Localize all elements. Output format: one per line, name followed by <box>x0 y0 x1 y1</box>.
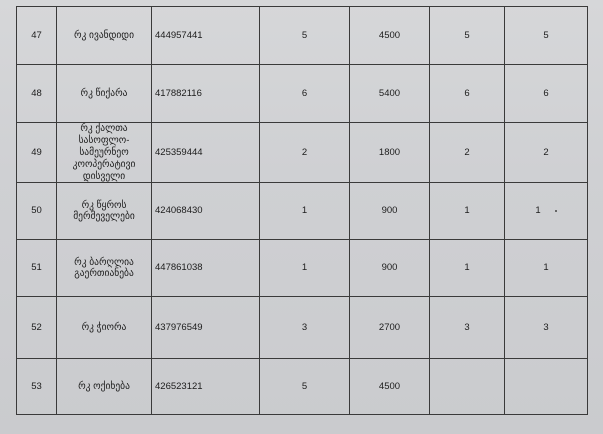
quantity-cell: 1 <box>260 240 350 297</box>
cooperative-name: რკ ივანდიდი <box>57 7 152 65</box>
amount-cell: 900 <box>350 183 430 240</box>
cooperative-name: რკ ქალთა სასოფლო-სამეურნეო კოოპერატივი დისველი <box>57 123 152 183</box>
amount-cell: 4500 <box>350 7 430 65</box>
identification-code: 437976549 <box>152 297 260 359</box>
quantity-cell: 2 <box>260 123 350 183</box>
quantity-cell: 5 <box>260 359 350 415</box>
row-number: 52 <box>17 297 57 359</box>
table-row <box>17 240 588 297</box>
cooperative-name: რკ ჭიორა <box>57 297 152 359</box>
identification-code: 426523121 <box>152 359 260 415</box>
table-row <box>17 183 588 240</box>
amount-cell: 2700 <box>350 297 430 359</box>
amount-cell: 4500 <box>350 359 430 415</box>
count-cell: 1 <box>430 183 505 240</box>
row-number: 51 <box>17 240 57 297</box>
table-row <box>17 123 588 183</box>
count-cell: 5 <box>430 7 505 65</box>
table-row <box>17 65 588 123</box>
count-cell: 1 <box>430 240 505 297</box>
cooperative-name: რკ ბარღლია გაერთიანება <box>57 240 152 297</box>
count-cell: 6 <box>430 65 505 123</box>
identification-code: 424068430 <box>152 183 260 240</box>
quantity-cell: 3 <box>260 297 350 359</box>
confirmed-cell <box>505 183 588 240</box>
amount-cell: 1800 <box>350 123 430 183</box>
confirmed-cell: 6 <box>505 65 588 123</box>
table-row <box>17 359 588 415</box>
table-row <box>17 7 588 65</box>
row-number: 47 <box>17 7 57 65</box>
row-number: 53 <box>17 359 57 415</box>
count-cell: 3 <box>430 297 505 359</box>
row-number: 50 <box>17 183 57 240</box>
confirmed-cell: 1 <box>505 240 588 297</box>
confirmed-cell: 2 <box>505 123 588 183</box>
table-row <box>17 297 588 359</box>
identification-code: 447861038 <box>152 240 260 297</box>
cooperative-name: რკ წყროს მერმეველები <box>57 183 152 240</box>
table-body <box>17 7 588 415</box>
quantity-cell: 5 <box>260 7 350 65</box>
count-cell: 2 <box>430 123 505 183</box>
identification-code: 425359444 <box>152 123 260 183</box>
count-cell <box>430 359 505 415</box>
quantity-cell: 6 <box>260 65 350 123</box>
identification-code: 417882116 <box>152 65 260 123</box>
ink-dot <box>555 210 557 212</box>
cooperatives-table <box>16 6 588 415</box>
confirmed-cell <box>505 359 588 415</box>
identification-code: 444957441 <box>152 7 260 65</box>
amount-cell: 900 <box>350 240 430 297</box>
row-number: 48 <box>17 65 57 123</box>
cooperative-name: რკ წიქარა <box>57 65 152 123</box>
amount-cell: 5400 <box>350 65 430 123</box>
confirmed-cell: 3 <box>505 297 588 359</box>
quantity-cell: 1 <box>260 183 350 240</box>
confirmed-cell: 5 <box>505 7 588 65</box>
cooperative-name: რკ ოქიხება <box>57 359 152 415</box>
confirmed-value: 1 <box>535 205 541 217</box>
row-number: 49 <box>17 123 57 183</box>
